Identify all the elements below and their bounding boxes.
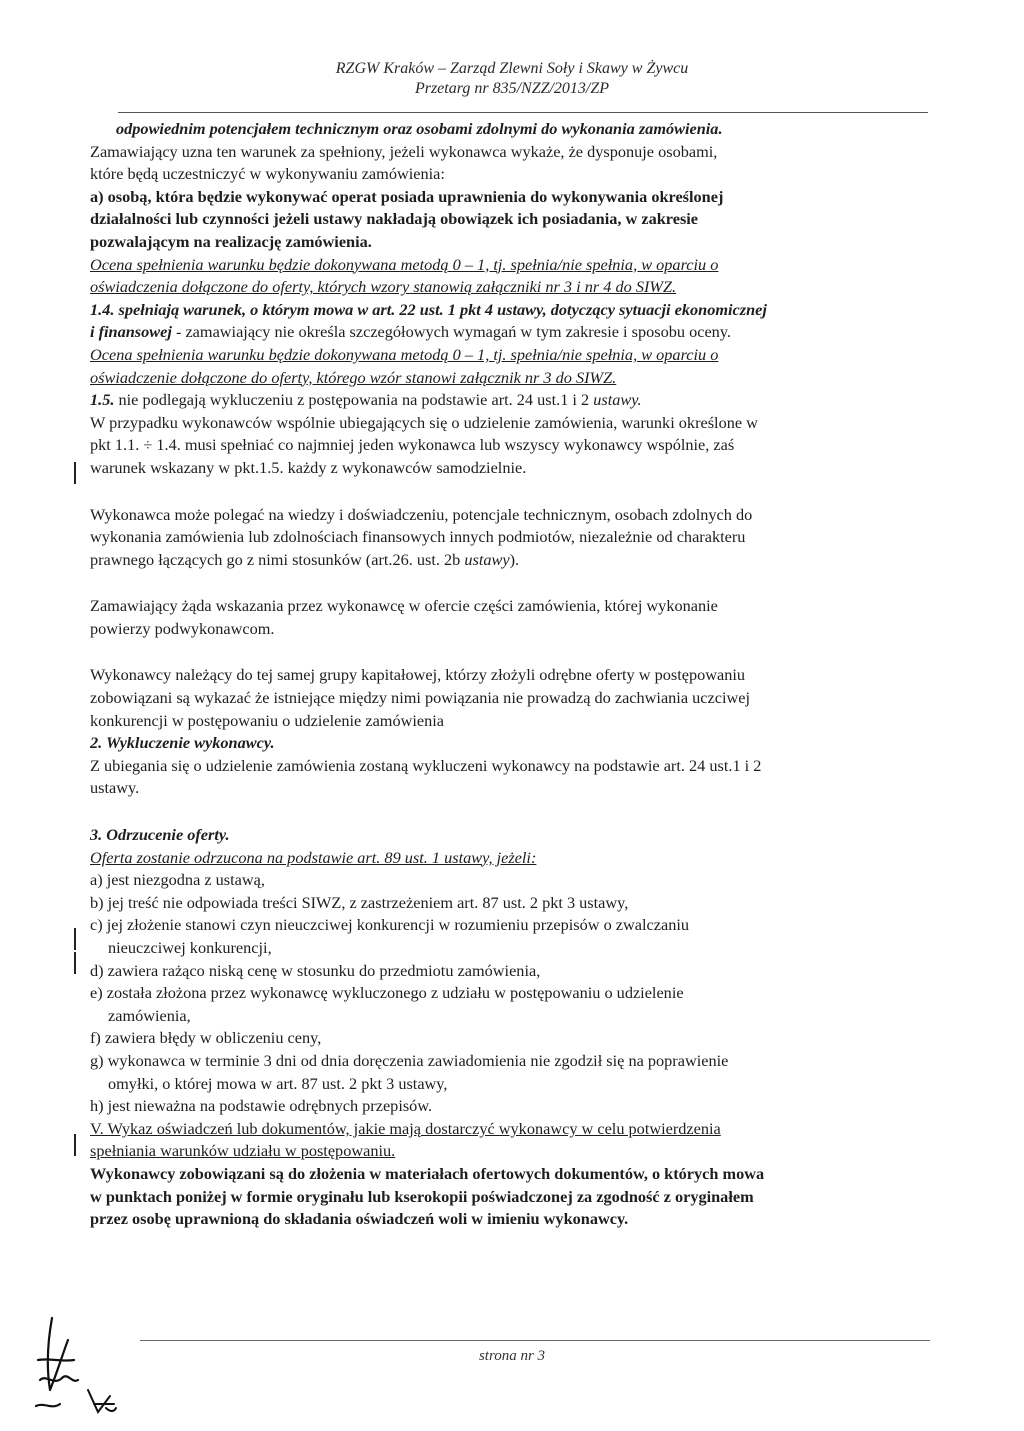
list-item-continuation: omyłki, o której mowa w art. 87 ust. 2 pkt 3 ustawy, — [108, 1073, 448, 1093]
text-line: Ocena spełnienia warunku będzie dokonywana metodą 0 – 1, tj. spełnia/nie spełnia, w oparciu o — [90, 254, 719, 274]
text-fragment: 1.5. — [90, 390, 115, 410]
section-heading: V. Wykaz oświadczeń lub dokumentów, jakie mają dostarczyć wykonawcy w celu potwierdzenia — [90, 1118, 721, 1138]
text-line: pkt 1.1. ÷ 1.4. musi spełniać co najmniej jeden wykonawca lub wszyscy wykonawcy wspólnie, zaś — [90, 435, 735, 455]
revision-bar — [74, 1134, 76, 1156]
text-line: a) osobą, która będzie wykonywać operat posiada uprawnienia do wykonywania określonej — [90, 186, 724, 206]
revision-bar — [74, 928, 76, 950]
text-fragment: - zamawiający nie określa szczegółowych wymagań w tym zakresie i sposobu oceny. — [171, 322, 731, 342]
list-item: a) jest niezgodna z ustawą, — [90, 870, 265, 890]
text-line: Ocena spełnienia warunku będzie dokonywana metodą 0 – 1, tj. spełnia/nie spełnia, w oparciu o — [90, 344, 719, 364]
text-line: powierzy podwykonawcom. — [90, 618, 275, 638]
text-fragment: ustawy — [464, 549, 510, 569]
text-line: konkurencji w postępowaniu o udzielenie zamówienia — [90, 710, 445, 730]
text-line: które będą uczestniczyć w wykonywaniu zamówienia: — [90, 164, 445, 184]
text-line — [90, 549, 940, 572]
text-line: działalności lub czynności jeżeli ustawy nakładają obowiązek ich posiadania, w zakresie — [90, 209, 699, 229]
text-line: Zamawiający uzna ten warunek za spełniony, jeżeli wykonawca wykaże, że dysponuje osobami, — [90, 141, 718, 161]
header-divider — [118, 112, 928, 113]
revision-bar — [74, 952, 76, 974]
list-item: e) została złożona przez wykonawcę wykluczonego z udziału w postępowaniu o udzielenie — [90, 983, 684, 1003]
text-line: przez osobę uprawnioną do składania oświadczeń woli w imieniu wykonawcy. — [90, 1209, 629, 1229]
text-line: zobowiązani są wykazać że istniejące między nimi powiązania nie prowadzą do zachwiania uczciwej — [90, 688, 750, 708]
text-line — [90, 389, 940, 412]
handwritten-initial — [84, 1386, 118, 1418]
header-tender-number: Przetarg nr 835/NZZ/2013/ZP — [414, 80, 610, 97]
text-line: Wykonawca może polegać na wiedzy i doświadczeniu, potencjale technicznym, osobach zdolnych do — [90, 504, 753, 524]
page-number: strona nr 3 — [478, 1348, 546, 1364]
text-fragment: ustawy. — [593, 390, 642, 410]
paragraph-gap — [90, 480, 940, 504]
text-line — [90, 321, 940, 344]
text-line: wykonania zamówienia lub zdolnościach finansowych innych podmiotów, niezależnie od charakteru — [90, 527, 746, 547]
text-line: Zamawiający żąda wskazania przez wykonawcę w ofercie części zamówienia, której wykonanie — [90, 596, 718, 616]
text-line: W przypadku wykonawców wspólnie ubiegających się o udzielenie zamówienia, warunki określone w — [90, 412, 758, 432]
list-item: d) zawiera rażąco niską cenę w stosunku do przedmiotu zamówienia, — [90, 960, 541, 980]
paragraph-gap — [90, 640, 940, 664]
list-item: c) jej złożenie stanowi czyn nieuczciwej konkurencji w rozumieniu przepisów o zwalczaniu — [90, 915, 689, 935]
list-item: f) zawiera błędy w obliczeniu ceny, — [90, 1028, 322, 1048]
text-line: Z ubiegania się o udzielenie zamówienia zostaną wykluczeni wykonawcy na podstawie art. 24 ust.1 i 2 — [90, 755, 762, 775]
document-body — [90, 118, 940, 1231]
section-heading: 2. Wykluczenie wykonawcy. — [90, 733, 275, 753]
section-heading: spełniania warunków udziału w postępowaniu. — [90, 1141, 396, 1161]
list-item-continuation: zamówienia, — [108, 1005, 191, 1025]
list-item: h) jest nieważna na podstawie odrębnych przepisów. — [90, 1096, 433, 1116]
text-line: Oferta zostanie odrzucona na podstawie art. 89 ust. 1 ustawy, jeżeli: — [90, 847, 537, 867]
text-line: odpowiednim potencjałem technicznym oraz osobami zdolnymi do wykonania zamówienia. — [116, 119, 723, 138]
paragraph-gap — [90, 800, 940, 824]
footer-divider — [140, 1340, 930, 1341]
text-line: Wykonawcy zobowiązani są do złożenia w materiałach ofertowych dokumentów, o których mowa — [90, 1163, 765, 1183]
text-line: oświadczenia dołączone do oferty, których wzory stanowią załączniki nr 3 i nr 4 do SIWZ. — [90, 277, 677, 297]
list-item: g) wykonawca w terminie 3 dni od dnia doręczenia zawiadomienia nie zgodził się na poprawienie — [90, 1050, 729, 1070]
text-line: 1.4. spełniają warunek, o którym mowa w art. 22 ust. 1 pkt 4 ustawy, dotyczący sytuacji ekonomicznej — [90, 299, 767, 319]
text-fragment: ). — [509, 549, 520, 569]
list-item: b) jej treść nie odpowiada treści SIWZ, z zastrzeżeniem art. 87 ust. 2 pkt 3 ustawy, — [90, 892, 629, 912]
handwritten-signature — [28, 1310, 88, 1420]
header-institution: RZGW Kraków – Zarząd Zlewni Soły i Skawy w Żywcu — [335, 60, 689, 77]
text-fragment: nie podlegają wykluczeniu z postępowania na podstawie art. 24 ust.1 i 2 — [114, 390, 594, 410]
text-line: oświadczenie dołączone do oferty, którego wzór stanowi załącznik nr 3 do SIWZ. — [90, 367, 617, 387]
revision-bar — [74, 462, 76, 484]
text-line: pozwalającym na realizację zamówienia. — [90, 231, 372, 251]
text-fragment: i finansowej — [90, 322, 172, 342]
list-item-continuation: nieuczciwej konkurencji, — [108, 938, 272, 957]
text-line: Wykonawcy należący do tej samej grupy kapitałowej, którzy złożyli odrębne oferty w postępowaniu — [90, 665, 746, 685]
text-fragment: prawnego łączących go z nimi stosunków (art.26. ust. 2b — [90, 549, 465, 569]
text-line: warunek wskazany w pkt.1.5. każdy z wykonawców samodzielnie. — [90, 457, 527, 477]
text-line: ustawy. — [90, 778, 140, 798]
paragraph-gap — [90, 571, 940, 595]
text-line: w punktach poniżej w formie oryginału lub kserokopii poświadczonej za zgodność z oryginałem — [90, 1186, 754, 1206]
section-heading: 3. Odrzucenie oferty. — [90, 825, 230, 845]
